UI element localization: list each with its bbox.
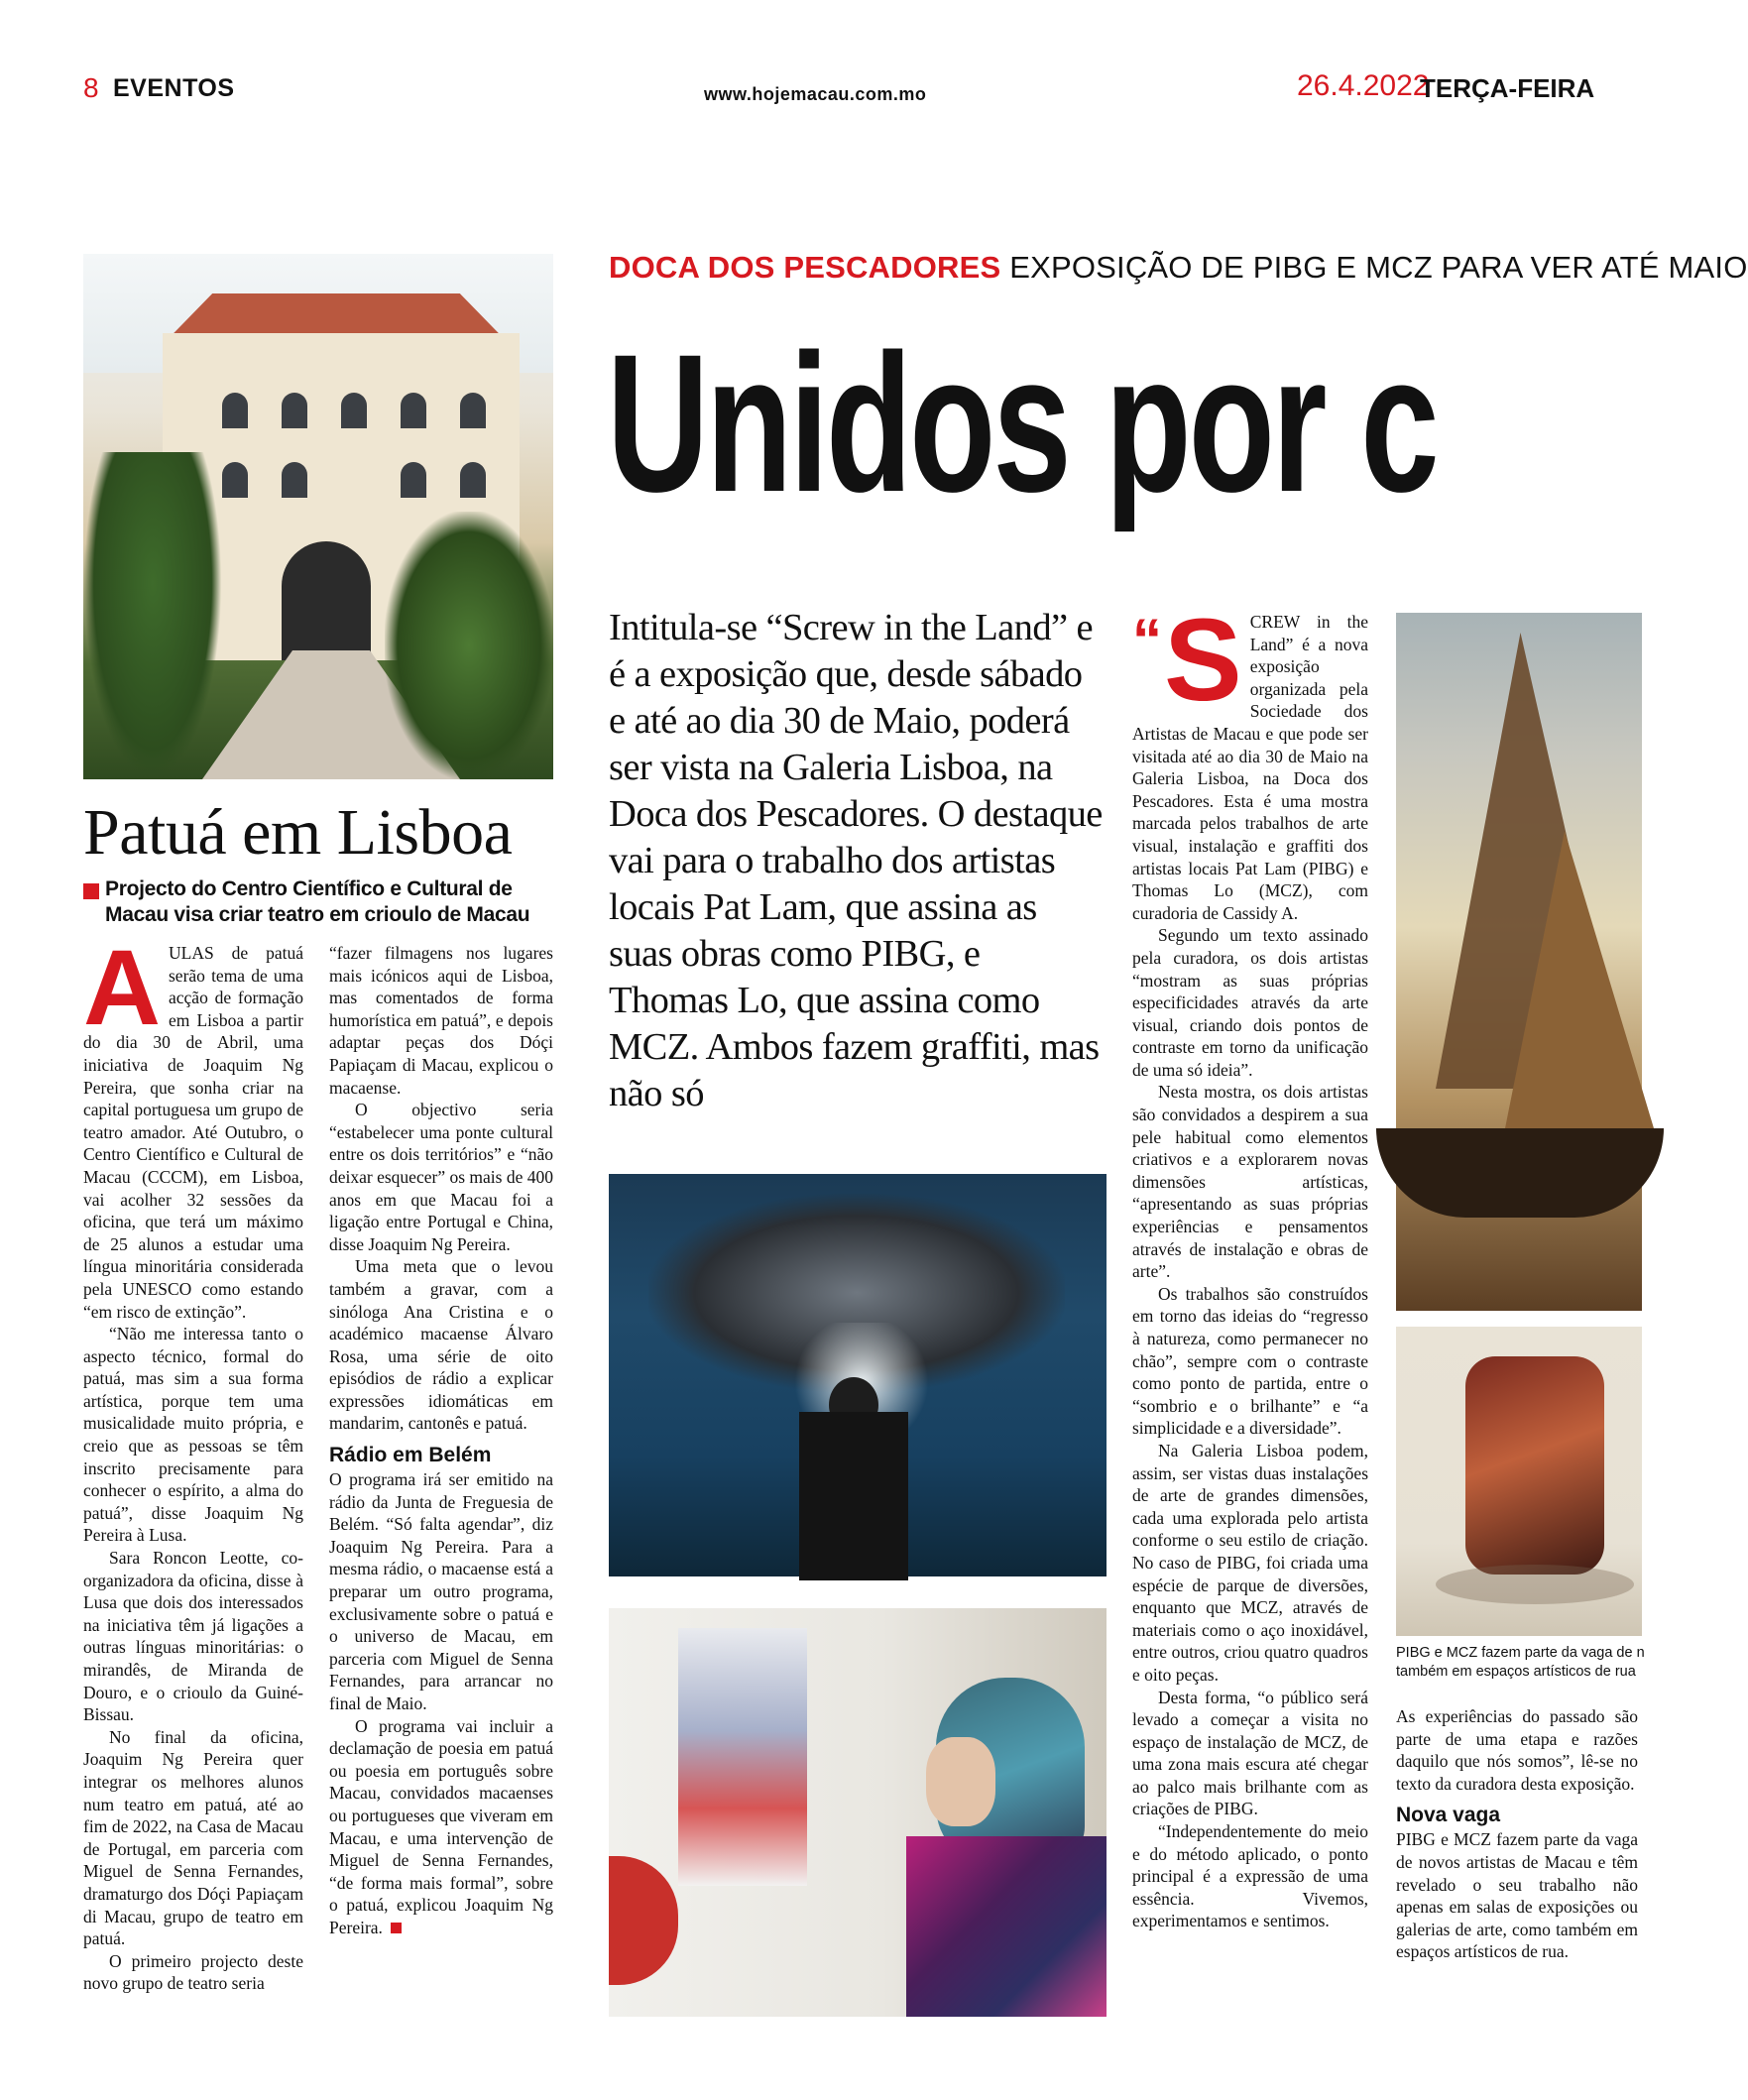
lead-paragraph: Intitula-se “Screw in the Land” e é a exposição que, desde sábado e até ao dia 30 de Maio, poderá ser vista na Galeria Lisboa, na Doca dos Pescadores. O destaque vai para o trabalho dos artistas locais Pat Lam, que assina as suas obras como PIBG, e Thomas Lo, que assina como MCZ. Ambos fazem graffiti, mas não só [609, 607, 1103, 1114]
paragraph: No final da oficina, Joaquim Ng Pereira quer integrar os melhores alunos num teatro em patuá, até ao fim de 2022, na Casa de Macau de Portugal, em parceria com Miguel de Senna Fernandes, dramaturgo dos Dóçi Papiaçam di Macau, grupo de teatro em patuá. [83, 1726, 303, 1949]
artwork-photo [1396, 1327, 1642, 1636]
subhead-radio: Rádio em Belém [329, 1444, 492, 1467]
paragraph: O objectivo seria “estabelecer uma ponte cultural entre os dois territórios” e “não deixar esquecer” os mais de 400 anos em que Macau foi a ligação entre Portugal e China, disse Joaquim Ng Pereira. [329, 1100, 553, 1254]
subtitle-bullet [83, 883, 99, 899]
paragraph: Os trabalhos são construídos em torno das ideias do “regresso à natureza, como permanecer no chão”, sempre com o contraste como ponto de partida, entre o “sombrio e o brilhante” e “a simplicidade e a diversidade”. [1132, 1283, 1368, 1439]
boat-sculpture-photo [1396, 613, 1642, 1311]
issue-date: 26.4.2022 [1297, 69, 1430, 102]
paragraph: “fazer filmagens nos lugares mais icónicos aqui de Lisboa, mas comentados de forma humorística em patuá”, e depois adaptar peças dos Dóçi Papiaçam di Macau, explicou o macaense. [329, 943, 553, 1098]
drop-letter: S [1164, 595, 1242, 726]
website-url[interactable]: www.hojemacau.com.mo [704, 84, 927, 104]
caption-line: também em espaços artísticos de rua [1396, 1664, 1636, 1680]
side-article-subtitle: Projecto do Centro Científico e Cultural de Macau visa criar teatro em crioulo de Macau [105, 877, 530, 926]
issue-weekday: TERÇA-FEIRA [1420, 73, 1595, 103]
sculpture-photo [609, 1174, 1107, 1576]
end-mark [391, 1923, 402, 1933]
main-article-column-right [1396, 1705, 1638, 1963]
paragraph: As experiências do passado são parte de uma etapa e razões daquilo que nós somos”, lê-se no texto da curadora desta exposição. [1396, 1706, 1638, 1794]
building-photo [83, 254, 553, 779]
side-article-column-1 [83, 927, 303, 1995]
page-number: 8 [83, 72, 99, 103]
photo-caption [1396, 1644, 1645, 1682]
side-article-column-2 [329, 942, 553, 1939]
kicker-location: DOCA DOS PESCADORES [609, 250, 1001, 285]
paragraph: “Independentemente do meio e do método aplicado, o ponto principal é a expressão de uma essência. Vivemos, experimentamos e sentimos. [1132, 1821, 1368, 1931]
paragraph: O primeiro projecto deste novo grupo de teatro seria [83, 1950, 303, 1994]
headline: Unidos por c [607, 313, 1437, 532]
paragraph: “Não me interessa tanto o aspecto técnico, formal do patuá, mas sim a sua forma artística, porque tem uma musicalidade muito própria, e creio que as pessoas se têm inscrito precisamente para conhecer o espírito, a alma do patuá”, disse Joaquim Ng Pereira à Lusa. [83, 1324, 303, 1546]
main-article-column [1132, 595, 1368, 1932]
paragraph: Nesta mostra, os dois artistas são convidados a despirem a sua pele habitual como elementos criativos e a explorarem novas dimensões artísticas, “apresentando as suas próprias experiências e pensamentos através de instalação e obras de arte”. [1132, 1082, 1368, 1282]
paragraph: Segundo um texto assinado pela curadora, os dois artistas “mostram as suas próprias especificidades através da arte visual, criando dois pontos de contraste em torno da unificação de uma só ideia”. [1132, 925, 1368, 1080]
subhead-nova-vaga: Nova vaga [1396, 1804, 1501, 1827]
drop-cap [1132, 595, 1242, 726]
paragraph: O programa vai incluir a declamação de poesia em patuá ou poesia em português sobre Macau, convidados macaenses ou portugueses que viveram em Macau, e uma intervenção de Miguel de Senna Fernandes, “de forma mais formal”, sobre o patuá, explicou Joaquim Ng Pereira. [329, 1715, 553, 1937]
section-name: EVENTOS [113, 74, 235, 102]
paragraph: PIBG e MCZ fazem parte da vaga de novos artistas de Macau e têm revelado o seu trabalho não apenas em salas de exposições ou galerias de arte, como também em espaços artísticos de rua. [1396, 1829, 1638, 1962]
drop-quote: “ [1132, 607, 1162, 673]
side-article-title: Patuá em Lisboa [83, 796, 513, 869]
paragraph: ULAS de patuá serão tema de uma acção de formação em Lisboa a partir do dia 30 de Abril, uma iniciativa de Joaquim Ng Pereira, que sonha criar na capital portuguesa um grupo de teatro amador. Até Outubro, o Centro Científico e Cultural de Macau (CCCM), em Lisboa, vai acolher 32 sessões da oficina, que terá um máximo de 25 alunos a estudar uma língua minoritária considerada pela UNESCO como estando “em risco de extinção”. [83, 943, 303, 1322]
paragraph: O programa irá ser emitido na rádio da Junta de Freguesia de Belém. “Só falta agendar”, diz Joaquim Ng Pereira. Para a mesma rádio, o macaense está a preparar um outro programa, exclusivamente sobre o patuá e o universo de Macau, em parceria com Miguel de Senna Fernandes, para arrancar no final de Maio. [329, 1469, 553, 1713]
caption-line: PIBG e MCZ fazem parte da vaga de n [1396, 1645, 1645, 1661]
paragraph: Na Galeria Lisboa podem, assim, ser vistas duas instalações de arte de grandes dimensões, cada uma explorada pelo artista conforme o seu estilo de criação. No caso de PIBG, foi criada uma espécie de parque de diversões, enquanto que MCZ, através de materiais como o aço inoxidável, entre outros, criou quatro quadros e oito peças. [1132, 1440, 1368, 1685]
kicker-text: EXPOSIÇÃO DE PIBG E MCZ PARA VER ATÉ MAIO [1009, 250, 1748, 285]
paragraph: Desta forma, “o público será levado a começar a visita no espaço de instalação de MCZ, de uma zona mais escura até chegar ao palco mais brilhante com as criações de PIBG. [1132, 1687, 1368, 1819]
artist-photo [609, 1608, 1107, 2017]
paragraph: CREW in the Land” é a nova exposição organizada pela Sociedade dos Artistas de Macau e que pode ser visitada até ao dia 30 de Maio na Galeria Lisboa, na Doca dos Pescadores. Esta é uma mostra marcada pelos trabalhos de arte visual, instalação e graffiti dos artistas locais Pat Lam (PIBG) e Thomas Lo (MCZ), com curadoria de Cassidy A. [1132, 612, 1368, 923]
paragraph: Uma meta que o levou também a gravar, com a sinóloga Ana Cristina e o académico macaense Álvaro Rosa, uma série de oito episódios de rádio a explicar expressões idiomáticas em mandarim, cantonês e patuá. [329, 1256, 553, 1434]
drop-cap: A [83, 927, 161, 1047]
paragraph: Sara Roncon Leotte, co-organizadora da oficina, disse à Lusa que dois dos interessados na iniciativa têm já ligações a outras línguas minoritárias: o mirandês, de Miranda de Douro, e o crioulo da Guiné-Bissau. [83, 1548, 303, 1725]
